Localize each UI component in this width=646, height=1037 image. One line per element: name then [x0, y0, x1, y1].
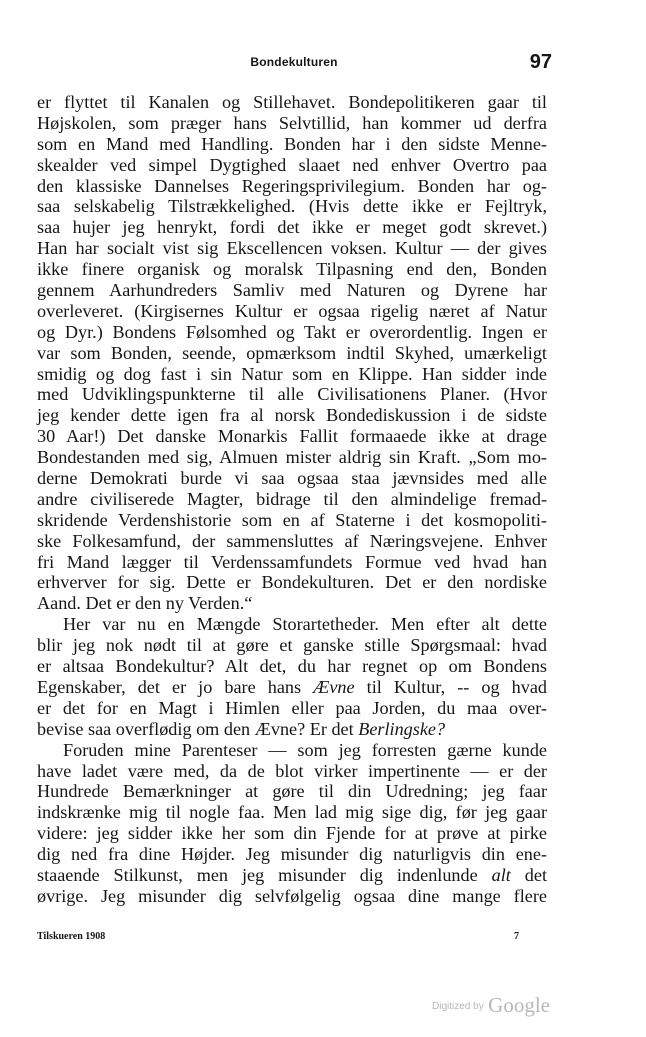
watermark-prefix: Digitized by [432, 1001, 484, 1012]
text-line [37, 865, 547, 886]
text-line: øvrige. Jeg misunder dig selvfølgelig ogsaa dine mange flere [37, 885, 547, 906]
running-header [36, 52, 552, 76]
text-line [37, 719, 547, 740]
italic-word: alt [491, 864, 511, 885]
text-line: smidig og dog fast i sin Natur som en Klippe. Han sidder inde [37, 363, 547, 384]
text-line: andre civiliserede Magter, bidrage til den almindelige fremad- [37, 488, 547, 509]
text-line: ikke finere organisk og moralsk Tilpasning end den, Bonden [37, 259, 547, 280]
text-line: skridende Verdenshistorie som en af Staterne i det kosmopoliti- [37, 509, 547, 530]
text-line: gennem Aarhundreders Samliv med Naturen og Dyrene har [37, 280, 547, 301]
text-line: 30 Aar!) Det danske Monarkis Fallit formaaede ikke at drage [37, 426, 547, 447]
paragraph [37, 92, 547, 614]
text-line: var som Bonden, seende, opmærksom indtil Skyhed, umærkeligt [37, 342, 547, 363]
text-fragment: Egenskaber, det er jo bare hans [37, 676, 302, 697]
text-line: Han har socialt vist sig Ekscellencen voksen. Kultur — der gives [37, 238, 547, 259]
text-line: Aand. Det er den ny Verden.“ [37, 593, 253, 614]
running-head-title: Bondekulturen [250, 55, 338, 69]
italic-word: Berlingske? [358, 718, 446, 739]
text-line: Hundrede Bemærkninger at gøre til din Udredning; jeg faar [37, 781, 547, 802]
paragraph [37, 614, 547, 739]
google-logo: Google [488, 993, 550, 1017]
text-fragment: staaende Stilkunst, men jeg misunder dig indenlunde [37, 864, 478, 885]
text-line: som en Mand med Handling. Bonden har i den sidste Menne- [37, 133, 547, 154]
text-line: er flyttet til Kanalen og Stillehavet. Bondepolitikeren gaar til [37, 92, 547, 112]
text-line: ske Folkesamfund, der sammensluttes af Næringsvejene. Enhver [37, 530, 547, 551]
text-line: derne Demokrati burde vi saa ogsaa staa jævnsides med alle [37, 468, 547, 489]
text-line: indskrænke mig til nogle faa. Men lad mig sige dig, før jeg gaar [37, 802, 547, 823]
text-line: videre: jeg sidder ikke her som din Fjende for at prøve at pirke [37, 823, 547, 844]
text-line: dig ned fra dine Højder. Jeg misunder dig naturligvis din ene- [37, 844, 547, 865]
text-line: overleveret. (Kirgisernes Kultur er ogsaa rigelig næret af Natur [37, 300, 547, 321]
italic-word: Ævne [313, 676, 355, 697]
signature-number: 7 [514, 931, 519, 942]
text-line [37, 677, 547, 698]
paragraph [37, 740, 547, 907]
text-line: erhverver for sig. Dette er Bondekulturen. Det er den nordiske [37, 572, 547, 593]
text-line: og Dyr.) Bondens Følsomhed og Takt er overordentlig. Ingen er [37, 321, 547, 342]
text-line: have ladet være med, da de blot virker impertinente — er der [37, 760, 547, 781]
text-line: jeg kender dette igen fra al norsk Bondediskussion i de sidste [37, 405, 547, 426]
digitized-watermark [432, 993, 550, 1018]
text-fragment: bevise saa overflødig om den Ævne? Er det [37, 718, 354, 739]
text-line: skealder ved simpel Dygtighed slaaet ned enhver Overtro paa [37, 154, 547, 175]
text-fragment: det [524, 864, 548, 885]
page-number: 97 [529, 51, 552, 73]
text-line: fri Mand lægger til Verdenssamfundets Formue ved hvad han [37, 551, 547, 572]
text-line: saa selskabelig Tilstrækkelighed. (Hvis dette ikke er Fejltryk, [37, 196, 547, 217]
text-line: Foruden mine Parenteser — som jeg forresten gærne kunde [63, 739, 547, 760]
text-line: blir jeg nok nødt til at gøre et ganske stille Spørgsmaal: hvad [37, 635, 547, 656]
text-line: Højskolen, som præger hans Selvtillid, han kommer ud derfra [37, 112, 547, 133]
text-line: den klassiske Dannelses Regeringsprivilegium. Bonden har og- [37, 175, 547, 196]
text-line: er det for en Magt i Himlen eller paa Jorden, du maa over- [37, 697, 547, 718]
text-line: saa hujer jeg henrykt, fordi det ikke er meget godt skrevet.) [37, 217, 547, 238]
text-line: er altsaa Bondekultur? Alt det, du har regnet op om Bondens [37, 656, 547, 677]
text-fragment: til Kultur, -- og hvad [366, 676, 547, 697]
body-text [37, 92, 547, 907]
text-line: Bondestanden med sig, Almuen mister aldrig sin Kraft. „Som mo- [37, 447, 547, 468]
text-line: med Udviklingspunkterne til alle Civilisationens Planer. (Hvor [37, 384, 547, 405]
text-line: Her var nu en Mængde Storartetheder. Men efter alt dette [63, 614, 547, 635]
signature-mark: Tilskueren 1908 [37, 931, 106, 942]
